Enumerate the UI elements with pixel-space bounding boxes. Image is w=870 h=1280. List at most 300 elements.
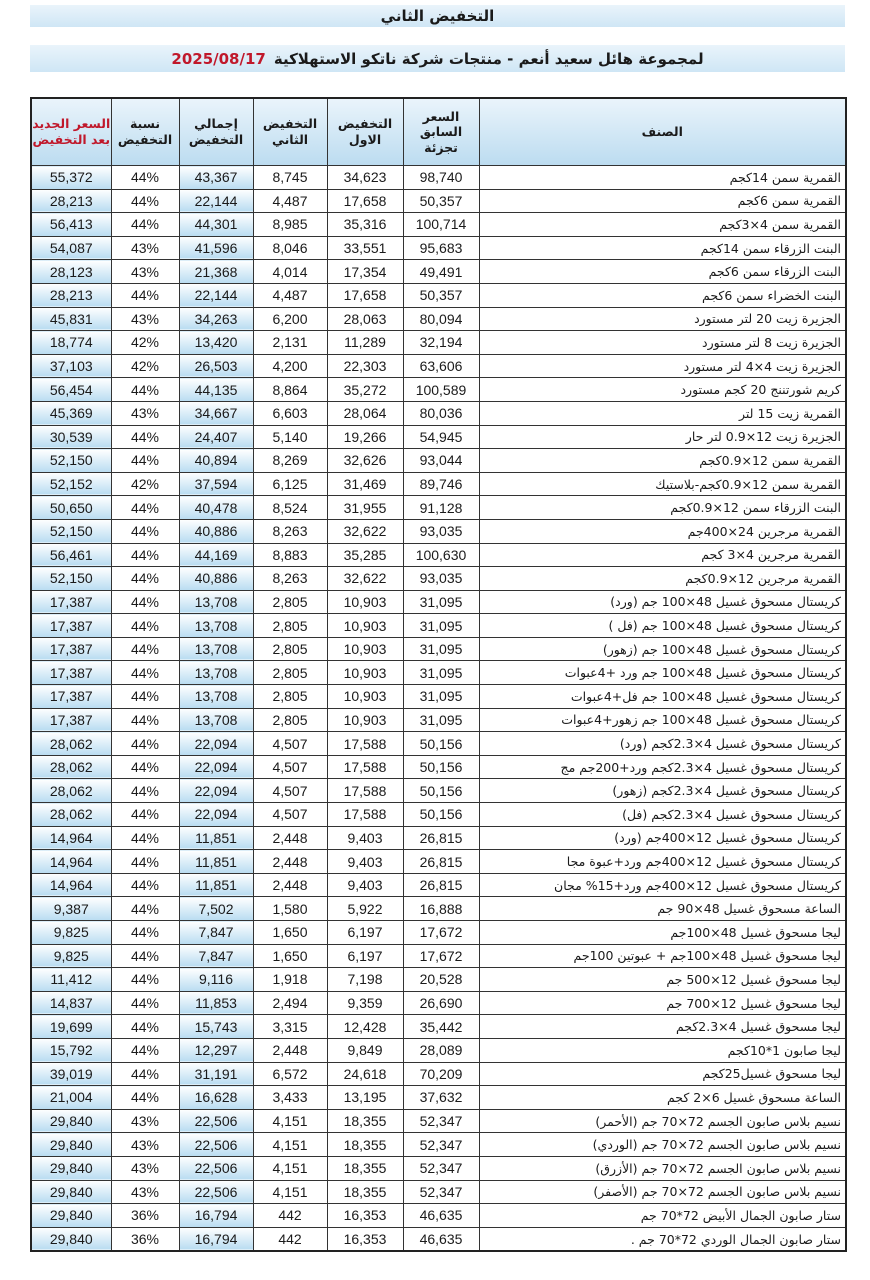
cell-second-discount: 8,864 [253,378,327,402]
cell-previous-price: 89,746 [403,472,479,496]
cell-previous-price: 63,606 [403,354,479,378]
cell-total-discount: 22,094 [179,755,253,779]
cell-previous-price: 80,036 [403,401,479,425]
cell-new-price: 28,062 [31,779,111,803]
cell-new-price: 28,062 [31,803,111,827]
cell-item: ستار صابون الجمال الوردي 72*70 جم . [479,1227,846,1251]
cell-new-price: 11,412 [31,968,111,992]
cell-first-discount: 9,403 [327,873,403,897]
cell-first-discount: 18,355 [327,1156,403,1180]
cell-first-discount: 18,355 [327,1109,403,1133]
cell-new-price: 56,461 [31,543,111,567]
cell-previous-price: 95,683 [403,236,479,260]
cell-total-discount: 13,708 [179,590,253,614]
cell-item: كريستال مسحوق غسيل 48×100 جم (ورد) [479,590,846,614]
cell-item: الجزيرة زيت 20 لتر مستورد [479,307,846,331]
cell-first-discount: 18,355 [327,1180,403,1204]
cell-previous-price: 17,672 [403,944,479,968]
cell-first-discount: 34,623 [327,166,403,190]
cell-total-discount: 37,594 [179,472,253,496]
cell-first-discount: 6,197 [327,921,403,945]
cell-first-discount: 9,403 [327,850,403,874]
cell-discount-percent: 43% [111,1180,179,1204]
cell-second-discount: 4,507 [253,732,327,756]
cell-previous-price: 70,209 [403,1062,479,1086]
cell-second-discount: 2,805 [253,614,327,638]
cell-new-price: 28,062 [31,732,111,756]
cell-new-price: 56,454 [31,378,111,402]
cell-second-discount: 5,140 [253,425,327,449]
cell-first-discount: 10,903 [327,661,403,685]
cell-second-discount: 2,448 [253,1038,327,1062]
table-row [31,826,846,850]
header-second-discount: التخفيض الثاني [253,98,327,166]
cell-first-discount: 9,403 [327,826,403,850]
cell-second-discount: 8,263 [253,519,327,543]
cell-total-discount: 22,506 [179,1109,253,1133]
cell-second-discount: 4,151 [253,1133,327,1157]
cell-total-discount: 22,506 [179,1156,253,1180]
cell-first-discount: 7,198 [327,968,403,992]
cell-discount-percent: 44% [111,637,179,661]
cell-second-discount: 8,985 [253,213,327,237]
cell-total-discount: 43,367 [179,166,253,190]
cell-first-discount: 32,622 [327,567,403,591]
cell-first-discount: 19,266 [327,425,403,449]
table-row [31,708,846,732]
cell-first-discount: 17,588 [327,779,403,803]
cell-item: الجزيرة زيت 12×0.9 لتر حار [479,425,846,449]
cell-item: نسيم بلاس صابون الجسم 72×70 جم (الأحمر) [479,1109,846,1133]
cell-discount-percent: 44% [111,968,179,992]
cell-second-discount: 2,494 [253,991,327,1015]
cell-second-discount: 4,487 [253,189,327,213]
cell-discount-percent: 44% [111,189,179,213]
cell-second-discount: 2,805 [253,708,327,732]
cell-second-discount: 4,507 [253,803,327,827]
cell-previous-price: 26,815 [403,873,479,897]
cell-discount-percent: 44% [111,213,179,237]
cell-second-discount: 8,745 [253,166,327,190]
table-row [31,236,846,260]
cell-previous-price: 52,347 [403,1133,479,1157]
cell-discount-percent: 44% [111,921,179,945]
cell-second-discount: 2,131 [253,331,327,355]
cell-new-price: 45,831 [31,307,111,331]
cell-discount-percent: 43% [111,236,179,260]
table-row [31,850,846,874]
cell-first-discount: 32,626 [327,449,403,473]
table-row [31,166,846,190]
cell-previous-price: 46,635 [403,1227,479,1251]
cell-new-price: 9,825 [31,944,111,968]
cell-total-discount: 24,407 [179,425,253,449]
title-banner [30,5,845,27]
table-row [31,614,846,638]
table-row [31,732,846,756]
table-body [31,166,846,1252]
table-row [31,567,846,591]
cell-first-discount: 11,289 [327,331,403,355]
cell-new-price: 52,152 [31,472,111,496]
cell-total-discount: 22,144 [179,283,253,307]
cell-item: كريستال مسحوق غسيل 12×400جم ورد+15% مجان [479,873,846,897]
cell-discount-percent: 44% [111,850,179,874]
table-row [31,755,846,779]
cell-discount-percent: 44% [111,1086,179,1110]
table-row [31,685,846,709]
cell-total-discount: 11,851 [179,826,253,850]
cell-discount-percent: 44% [111,425,179,449]
cell-discount-percent: 44% [111,779,179,803]
cell-discount-percent: 44% [111,543,179,567]
cell-discount-percent: 36% [111,1204,179,1228]
cell-previous-price: 35,442 [403,1015,479,1039]
cell-item: البنت الخضراء سمن 6كجم [479,283,846,307]
table-row [31,590,846,614]
table-row [31,1038,846,1062]
cell-new-price: 9,825 [31,921,111,945]
cell-new-price: 14,964 [31,826,111,850]
cell-second-discount: 8,883 [253,543,327,567]
cell-discount-percent: 42% [111,354,179,378]
cell-total-discount: 13,708 [179,661,253,685]
cell-previous-price: 31,095 [403,614,479,638]
cell-total-discount: 12,297 [179,1038,253,1062]
cell-new-price: 29,840 [31,1180,111,1204]
cell-previous-price: 26,690 [403,991,479,1015]
cell-first-discount: 33,551 [327,236,403,260]
cell-total-discount: 22,144 [179,189,253,213]
cell-first-discount: 10,903 [327,708,403,732]
cell-first-discount: 18,355 [327,1133,403,1157]
cell-second-discount: 4,507 [253,779,327,803]
cell-total-discount: 11,853 [179,991,253,1015]
cell-new-price: 17,387 [31,708,111,732]
cell-new-price: 37,103 [31,354,111,378]
cell-second-discount: 2,448 [253,873,327,897]
cell-item: كريستال مسحوق غسيل 4×2.3كجم (ورد) [479,732,846,756]
cell-total-discount: 22,094 [179,779,253,803]
cell-total-discount: 26,503 [179,354,253,378]
table-row [31,519,846,543]
cell-second-discount: 3,433 [253,1086,327,1110]
cell-previous-price: 100,589 [403,378,479,402]
cell-item: القمرية سمن 6كجم [479,189,846,213]
cell-discount-percent: 44% [111,685,179,709]
cell-first-discount: 31,469 [327,472,403,496]
cell-total-discount: 13,708 [179,685,253,709]
cell-previous-price: 54,945 [403,425,479,449]
table-row [31,873,846,897]
cell-total-discount: 34,263 [179,307,253,331]
cell-item: القمرية زيت 15 لتر [479,401,846,425]
cell-discount-percent: 44% [111,283,179,307]
cell-new-price: 9,387 [31,897,111,921]
cell-first-discount: 17,354 [327,260,403,284]
cell-new-price: 29,840 [31,1204,111,1228]
header-row [31,98,846,166]
cell-previous-price: 46,635 [403,1204,479,1228]
cell-item: الجزيرة زيت 8 لتر مستورد [479,331,846,355]
cell-discount-percent: 44% [111,1038,179,1062]
cell-second-discount: 1,650 [253,944,327,968]
cell-discount-percent: 43% [111,260,179,284]
cell-new-price: 28,213 [31,283,111,307]
cell-discount-percent: 44% [111,614,179,638]
cell-first-discount: 35,316 [327,213,403,237]
cell-total-discount: 40,886 [179,567,253,591]
table-row [31,944,846,968]
cell-second-discount: 8,524 [253,496,327,520]
cell-second-discount: 442 [253,1204,327,1228]
cell-new-price: 52,150 [31,449,111,473]
table-row [31,378,846,402]
cell-total-discount: 40,886 [179,519,253,543]
cell-previous-price: 31,095 [403,708,479,732]
table-row [31,897,846,921]
table-row [31,283,846,307]
cell-previous-price: 20,528 [403,968,479,992]
cell-total-discount: 9,116 [179,968,253,992]
cell-first-discount: 35,272 [327,378,403,402]
cell-first-discount: 10,903 [327,590,403,614]
cell-second-discount: 8,269 [253,449,327,473]
cell-new-price: 54,087 [31,236,111,260]
cell-item: كريم شورتننج 20 كجم مستورد [479,378,846,402]
table-row [31,354,846,378]
cell-discount-percent: 43% [111,1109,179,1133]
cell-first-discount: 12,428 [327,1015,403,1039]
header-first-discount: التخفيض الاول [327,98,403,166]
table-row [31,1062,846,1086]
cell-item: ليجا مسحوق غسيل 12×500 جم [479,968,846,992]
cell-first-discount: 6,197 [327,944,403,968]
cell-total-discount: 13,708 [179,614,253,638]
cell-discount-percent: 44% [111,378,179,402]
cell-first-discount: 10,903 [327,637,403,661]
cell-item: نسيم بلاس صابون الجسم 72×70 جم (الأصفر) [479,1180,846,1204]
cell-first-discount: 28,063 [327,307,403,331]
subtitle-banner [30,45,845,72]
cell-item: القمرية مرجرين 12×0.9كجم [479,567,846,591]
cell-previous-price: 52,347 [403,1156,479,1180]
cell-discount-percent: 44% [111,873,179,897]
cell-new-price: 17,387 [31,637,111,661]
cell-previous-price: 93,044 [403,449,479,473]
cell-item: كريستال مسحوق غسيل 48×100 جم (زهور) [479,637,846,661]
cell-total-discount: 7,502 [179,897,253,921]
cell-total-discount: 22,506 [179,1133,253,1157]
cell-item: كريستال مسحوق غسيل 48×100 جم زهور+4عبوات [479,708,846,732]
cell-second-discount: 8,263 [253,567,327,591]
cell-first-discount: 10,903 [327,614,403,638]
cell-total-discount: 41,596 [179,236,253,260]
cell-second-discount: 1,918 [253,968,327,992]
table-row [31,921,846,945]
cell-new-price: 18,774 [31,331,111,355]
cell-item: القمرية مرجرين 4×3 كجم [479,543,846,567]
cell-discount-percent: 44% [111,1062,179,1086]
cell-new-price: 52,150 [31,519,111,543]
cell-new-price: 15,792 [31,1038,111,1062]
cell-item: كريستال مسحوق غسيل 4×2.3كجم (زهور) [479,779,846,803]
cell-second-discount: 4,507 [253,755,327,779]
cell-discount-percent: 44% [111,166,179,190]
cell-discount-percent: 44% [111,755,179,779]
cell-new-price: 28,123 [31,260,111,284]
cell-item: القمرية سمن 14كجم [479,166,846,190]
cell-first-discount: 24,618 [327,1062,403,1086]
cell-discount-percent: 43% [111,1156,179,1180]
cell-second-discount: 4,151 [253,1156,327,1180]
document-title: التخفيض الثاني [380,7,495,25]
cell-second-discount: 2,448 [253,826,327,850]
cell-item: ليجا مسحوق غسيل 48×100جم + عبوتين 100جم [479,944,846,968]
cell-previous-price: 52,347 [403,1180,479,1204]
header-item: الصنف [479,98,846,166]
cell-first-discount: 17,658 [327,189,403,213]
cell-previous-price: 49,491 [403,260,479,284]
cell-previous-price: 100,630 [403,543,479,567]
cell-new-price: 45,369 [31,401,111,425]
cell-total-discount: 13,708 [179,637,253,661]
cell-first-discount: 17,658 [327,283,403,307]
table-row [31,425,846,449]
cell-item: ليجا مسحوق غسيل 48×100جم [479,921,846,945]
cell-previous-price: 50,357 [403,189,479,213]
cell-previous-price: 98,740 [403,166,479,190]
cell-total-discount: 11,851 [179,850,253,874]
document-date: 2025/08/17 [171,49,266,68]
cell-first-discount: 31,955 [327,496,403,520]
cell-previous-price: 31,095 [403,590,479,614]
header-discount-percent: نسبة التخفيض [111,98,179,166]
cell-discount-percent: 44% [111,661,179,685]
cell-item: الساعة مسحوق غسيل 6×2 كجم [479,1086,846,1110]
cell-total-discount: 21,368 [179,260,253,284]
table-row [31,1227,846,1251]
cell-first-discount: 17,588 [327,803,403,827]
cell-item: كريستال مسحوق غسيل 12×400جم ورد+عبوة مجا [479,850,846,874]
cell-second-discount: 1,580 [253,897,327,921]
table-row [31,331,846,355]
table-row [31,401,846,425]
cell-item: ليجا مسحوق غسيل 4×2.3كجم [479,1015,846,1039]
cell-total-discount: 44,169 [179,543,253,567]
cell-item: نسيم بلاس صابون الجسم 72×70 جم (الوردي) [479,1133,846,1157]
cell-previous-price: 50,156 [403,732,479,756]
table-row [31,496,846,520]
cell-item: كريستال مسحوق غسيل 48×100 جم (فل ) [479,614,846,638]
cell-first-discount: 35,285 [327,543,403,567]
cell-new-price: 14,964 [31,850,111,874]
cell-discount-percent: 44% [111,826,179,850]
cell-new-price: 21,004 [31,1086,111,1110]
cell-new-price: 28,062 [31,755,111,779]
table-row [31,1015,846,1039]
cell-first-discount: 32,622 [327,519,403,543]
cell-previous-price: 17,672 [403,921,479,945]
cell-item: البنت الزرقاء سمن 12×0.9كجم [479,496,846,520]
header-previous-price: السعر السابق تجزئة [403,98,479,166]
table-row [31,543,846,567]
table-row [31,1109,846,1133]
cell-second-discount: 2,805 [253,637,327,661]
cell-first-discount: 10,903 [327,685,403,709]
cell-item: البنت الزرقاء سمن 6كجم [479,260,846,284]
cell-item: ليجا صابون 1*10كجم [479,1038,846,1062]
cell-new-price: 56,413 [31,213,111,237]
cell-second-discount: 2,805 [253,685,327,709]
cell-discount-percent: 43% [111,307,179,331]
cell-total-discount: 44,135 [179,378,253,402]
cell-second-discount: 6,200 [253,307,327,331]
cell-previous-price: 31,095 [403,661,479,685]
cell-discount-percent: 44% [111,991,179,1015]
cell-previous-price: 100,714 [403,213,479,237]
cell-first-discount: 9,849 [327,1038,403,1062]
cell-discount-percent: 44% [111,803,179,827]
cell-item: ستار صابون الجمال الأبيض 72*70 جم [479,1204,846,1228]
cell-total-discount: 34,667 [179,401,253,425]
cell-second-discount: 4,014 [253,260,327,284]
cell-previous-price: 93,035 [403,567,479,591]
cell-discount-percent: 42% [111,472,179,496]
cell-second-discount: 2,805 [253,661,327,685]
cell-new-price: 29,840 [31,1133,111,1157]
cell-item: القمرية سمن 4×3كجم [479,213,846,237]
cell-new-price: 17,387 [31,590,111,614]
cell-total-discount: 31,191 [179,1062,253,1086]
document-subtitle: لمجموعة هائل سعيد أنعم - منتجات شركة ناتكو الاستهلاكية [273,49,704,68]
table-row [31,637,846,661]
cell-discount-percent: 44% [111,944,179,968]
cell-total-discount: 7,847 [179,944,253,968]
table-row [31,1156,846,1180]
cell-total-discount: 40,894 [179,449,253,473]
cell-second-discount: 1,650 [253,921,327,945]
table-row [31,307,846,331]
cell-new-price: 50,650 [31,496,111,520]
cell-first-discount: 16,353 [327,1227,403,1251]
cell-item: كريستال مسحوق غسيل 4×2.3كجم (فل) [479,803,846,827]
table-row [31,779,846,803]
cell-new-price: 17,387 [31,614,111,638]
cell-second-discount: 4,151 [253,1180,327,1204]
header-total-discount: إجمالي التخفيض [179,98,253,166]
cell-discount-percent: 43% [111,1133,179,1157]
cell-previous-price: 31,095 [403,685,479,709]
table-row [31,661,846,685]
cell-total-discount: 22,094 [179,732,253,756]
cell-item: القمرية سمن 12×0.9كجم-بلاستيك [479,472,846,496]
table-row [31,189,846,213]
cell-item: القمرية مرجرين 24×400جم [479,519,846,543]
cell-total-discount: 16,794 [179,1227,253,1251]
cell-item: القمرية سمن 12×0.9كجم [479,449,846,473]
cell-previous-price: 80,094 [403,307,479,331]
cell-total-discount: 11,851 [179,873,253,897]
cell-previous-price: 91,128 [403,496,479,520]
cell-new-price: 14,964 [31,873,111,897]
cell-new-price: 29,840 [31,1156,111,1180]
cell-item: كريستال مسحوق غسيل 48×100 جم فل+4عبوات [479,685,846,709]
cell-discount-percent: 36% [111,1227,179,1251]
cell-item: البنت الزرقاء سمن 14كجم [479,236,846,260]
cell-new-price: 28,213 [31,189,111,213]
price-table [30,97,847,1252]
